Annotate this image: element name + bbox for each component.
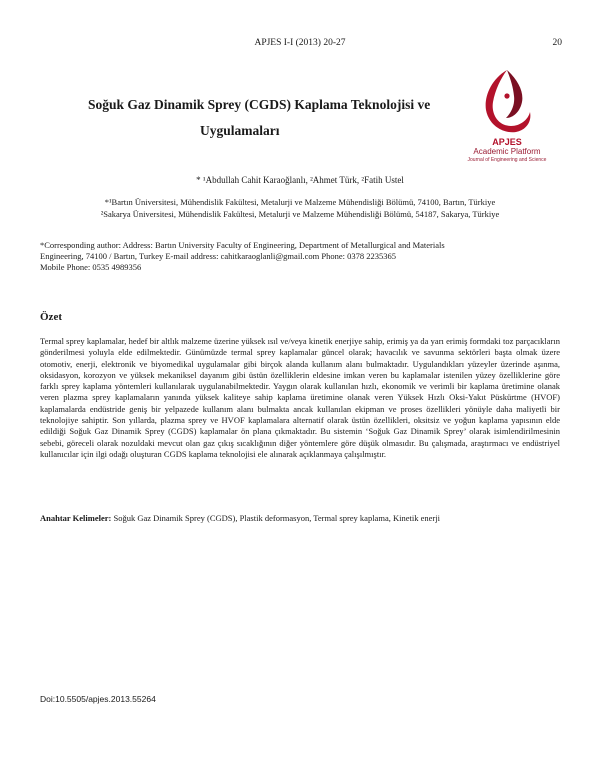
- affiliations: [0, 196, 600, 220]
- doi-link[interactable]: Doi:10.5505/apjes.2013.55264: [40, 694, 156, 704]
- authors-line: * ¹Abdullah Cahit Karaoğlanlı, ²Ahmet Türk, ²Fatih Ustel: [196, 175, 404, 185]
- journal-citation: APJES I-I (2013) 20-27: [254, 38, 346, 48]
- keywords: [40, 513, 560, 523]
- title-line-1: Soğuk Gaz Dinamik Sprey (CGDS) Kaplama Teknolojisi ve: [88, 97, 431, 112]
- affiliation-2: ²Sakarya Üniversitesi, Mühendislik Fakültesi, Metalurji ve Malzeme Mühendisliği Bölümü, 54187, Sakarya, Türkiye: [100, 209, 500, 219]
- apjes-emblem-icon: [480, 66, 534, 136]
- corresponding-line-3: Mobile Phone: 0535 4989356: [40, 262, 142, 272]
- corresponding-author: [40, 240, 560, 273]
- apjes-logo: [452, 66, 562, 166]
- keywords-text: Soğuk Gaz Dinamik Sprey (CGDS), Plastik deformasyon, Termal sprey kaplama, Kinetik enerji: [111, 513, 440, 523]
- logo-subtitle: Journal of Engineering and Science: [467, 157, 547, 163]
- keywords-label: Anahtar Kelimeler:: [40, 513, 112, 523]
- abstract-text: Termal sprey kaplamalar, hedef bir altlık malzeme üzerine yüksek ısıl ve/veya kinetik enerjiye sahip, erimiş ya da yarı erimiş formdaki toz parçacıkların gönderilmesi yoluyla elde edilmektedir. Günümüzde termal sprey kaplamalar güncel olarak; havacılık ve savunma sektörleri başta olmak üzere otomotiv, enerji, elektronik ve biyomedikal uygulamalar gibi birçok alanda kullanım alanı bulmaktadır. Uygulandıkları yüzeyler üzerinde aşınma, oksidasyon, korozyon ve yüksek mekaniksel dayanım gibi üstün özelliklerin eldesine imkan veren bu kaplamalar istenilen yüzey özelliklerine göre farklı sprey kaplama yöntemleri kullanılarak uygulanabilmektedir. Yaygın olarak kullanılan hızlı, ekonomik ve verimli bir kaplama üretimine olanak veren plazma sprey kaplamaların yanında yüksek kaliteye sahip kaplama üretimine olanak veren Yüksek Hızlı Oksi-Yakıt Püskürtme (HVOF) kaplamalarda endüstride geniş bir yelpazede kullanım alanı bulmakta ancak kullanılan ekipman ve proses özellikleri yönüyle daha maliyetli bir teknolojiye sahiptir. Son yıllarda, plazma sprey ve HVOF kaplamalara alternatif olarak üstün özellikleri, oksitsiz ve yoğun kaplama yapısının elde edildiği Soğuk Gaz Dinamik Sprey (CGDS) kaplamalar ön plana çıkmaktadır. Bu sistemin ‘Soğuk Gaz Dinamik Sprey’ olarak isimlendirilmesinin sebebi, göreceli olarak nozuldaki mevcut olan gaz çıkış sıcaklığının diğer yöntemlere göre düşük olmasıdır. Bu çalışmada, araştırmacı ve endüstriyel kullanıcılar için ilgi odağı oluşturan CGDS kaplama teknolojisi ele alınarak açıklanmaya çalışılmıştır.: [40, 336, 560, 459]
- logo-abbreviation: APJES: [492, 137, 522, 147]
- corresponding-line-2: Engineering, 74100 / Bartın, Turkey E-mail address: cahitkaraoglanli@gmail.com Phone: 0378 2235365: [40, 251, 397, 261]
- page-number: 20: [552, 38, 562, 48]
- title-line-2: Uygulamaları: [200, 123, 280, 138]
- affiliation-1: *¹Bartın Üniversitesi, Mühendislik Fakültesi, Metalurji ve Malzeme Mühendisliği Bölümü, 74100, Bartın, Türkiye: [104, 197, 496, 207]
- corresponding-line-1: *Corresponding author: Address: Bartın University Faculty of Engineering, Department of Metallurgical and Materials: [40, 240, 445, 250]
- abstract-heading: Özet: [40, 311, 62, 323]
- paper-title: [88, 92, 438, 144]
- logo-platform-name: Academic Platform: [473, 147, 541, 156]
